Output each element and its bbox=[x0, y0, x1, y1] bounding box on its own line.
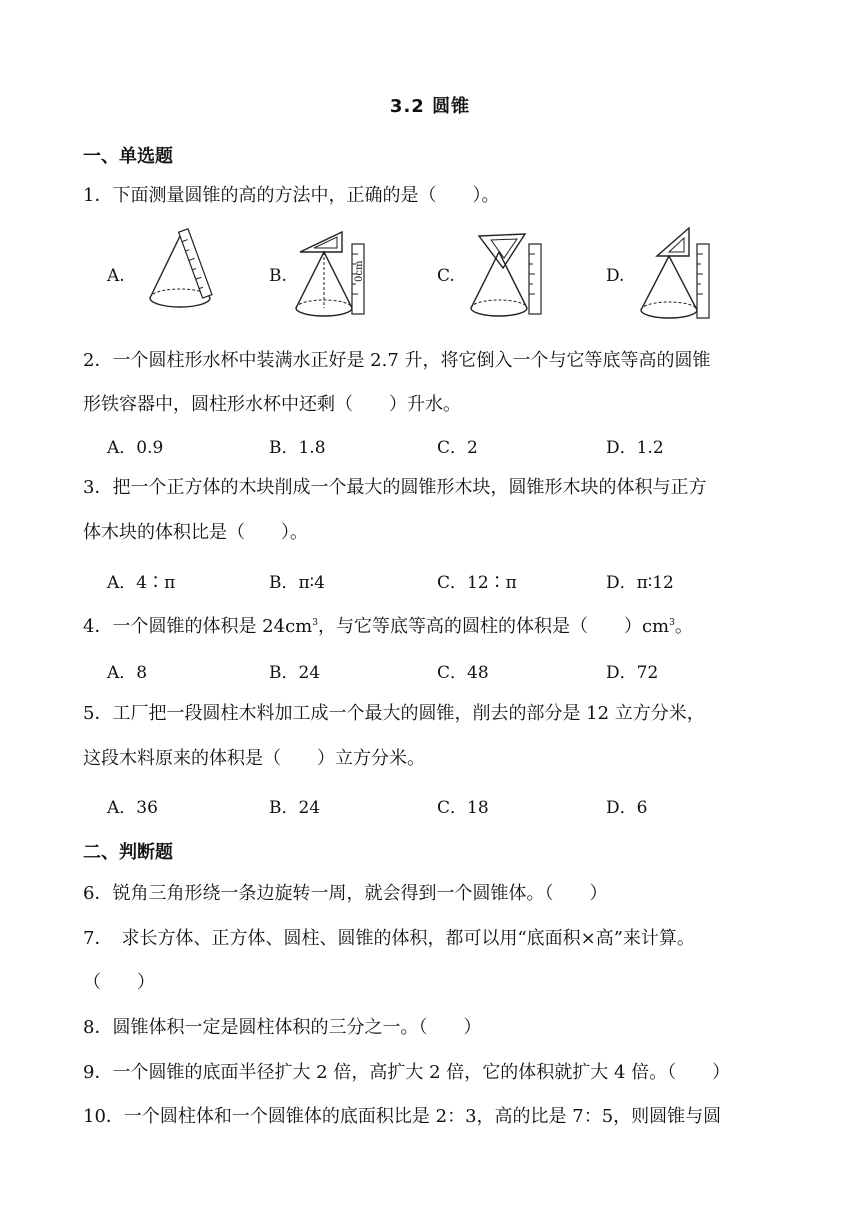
question-3-option-d: D．π∶12 bbox=[606, 573, 674, 593]
question-4-stem-part-b: ，与它等底等高的圆柱的体积是（ ）cm bbox=[317, 616, 670, 637]
page-title: 3.2 圆锥 bbox=[389, 96, 471, 117]
question-5-option-c: C．18 bbox=[437, 798, 489, 818]
question-1-option-a-figure bbox=[140, 228, 230, 318]
question-1-stem: 1．下面测量圆锥的高的方法中，正确的是（ ）。 bbox=[83, 185, 500, 206]
question-5-option-a: A．36 bbox=[107, 798, 158, 818]
section-heading-true-false: 二、判断题 bbox=[83, 842, 173, 863]
question-4-option-b: B．24 bbox=[269, 663, 321, 683]
question-1-option-a-label: A. bbox=[107, 266, 125, 286]
question-5-stem-line-2: 这段木料原来的体积是（ ）立方分米。 bbox=[83, 748, 425, 769]
question-2-option-a: A．0.9 bbox=[107, 438, 164, 458]
question-4-superscript-b: 3 bbox=[669, 618, 675, 628]
question-10-stem: 10．一个圆柱体和一个圆锥体的底面积比是 2：3，高的比是 7：5，则圆锥与圆 bbox=[83, 1106, 722, 1127]
question-6-stem: 6．锐角三角形绕一条边旋转一周，就会得到一个圆锥体。（ ） bbox=[83, 883, 608, 904]
question-8-stem: 8．圆锥体积一定是圆柱体积的三分之一。（ ） bbox=[83, 1017, 482, 1038]
question-4-option-a: A．8 bbox=[107, 663, 148, 683]
question-4-stem bbox=[83, 612, 783, 638]
question-4-option-d: D．72 bbox=[606, 663, 659, 683]
question-1-option-b-label: B. bbox=[269, 266, 287, 286]
question-4-stem-part-a: 4．一个圆锥的体积是 24cm bbox=[83, 616, 313, 637]
question-5-option-d: D．6 bbox=[606, 798, 648, 818]
question-4-superscript-a: 3 bbox=[312, 618, 318, 628]
question-7-stem-line-2: （ ） bbox=[83, 972, 155, 993]
question-2-option-c: C．2 bbox=[437, 438, 478, 458]
question-3-option-a: A．4∶π bbox=[107, 573, 176, 593]
question-4-option-c: C．48 bbox=[437, 663, 489, 683]
question-1-option-b-figure bbox=[290, 228, 380, 323]
question-5-stem-line-1: 5．工厂把一段圆柱木料加工成一个最大的圆锥，削去的部分是 12 立方分米， bbox=[83, 703, 705, 724]
question-7-stem-line-1: 7． 求长方体、正方体、圆柱、圆锥的体积，都可以用“底面积×高”来计算。 bbox=[83, 928, 695, 949]
question-2-stem-line-2: 形铁容器中，圆柱形水杯中还剩（ ）升水。 bbox=[83, 394, 461, 415]
question-1-option-c-figure bbox=[465, 228, 555, 323]
question-3-option-c: C．12∶π bbox=[437, 573, 517, 593]
section-heading-single-choice: 一、单选题 bbox=[83, 146, 173, 167]
question-2-stem-line-1: 2．一个圆柱形水杯中装满水正好是 2.7 升，将它倒入一个与它等底等高的圆锥 bbox=[83, 350, 711, 371]
question-5-option-b: B．24 bbox=[269, 798, 321, 818]
question-2-option-d: D．1.2 bbox=[606, 438, 664, 458]
question-1-option-d-figure bbox=[635, 222, 725, 322]
question-2-option-b: B．1.8 bbox=[269, 438, 326, 458]
question-9-stem: 9．一个圆锥的底面半径扩大 2 倍，高扩大 2 倍，它的体积就扩大 4 倍。（ ） bbox=[83, 1062, 731, 1083]
question-3-stem-line-1: 3．把一个正方体的木块削成一个最大的圆锥形木块，圆锥形木块的体积与正方 bbox=[83, 477, 707, 498]
question-3-option-b: B．π∶4 bbox=[269, 573, 325, 593]
question-1-option-c-label: C. bbox=[437, 266, 455, 286]
question-1-option-b-ruler-zero: 0cm bbox=[354, 260, 365, 282]
question-3-stem-line-2: 体木块的体积比是（ ）。 bbox=[83, 522, 308, 543]
question-4-stem-part-c: 。 bbox=[674, 616, 693, 637]
question-1-option-d-label: D. bbox=[606, 266, 625, 286]
